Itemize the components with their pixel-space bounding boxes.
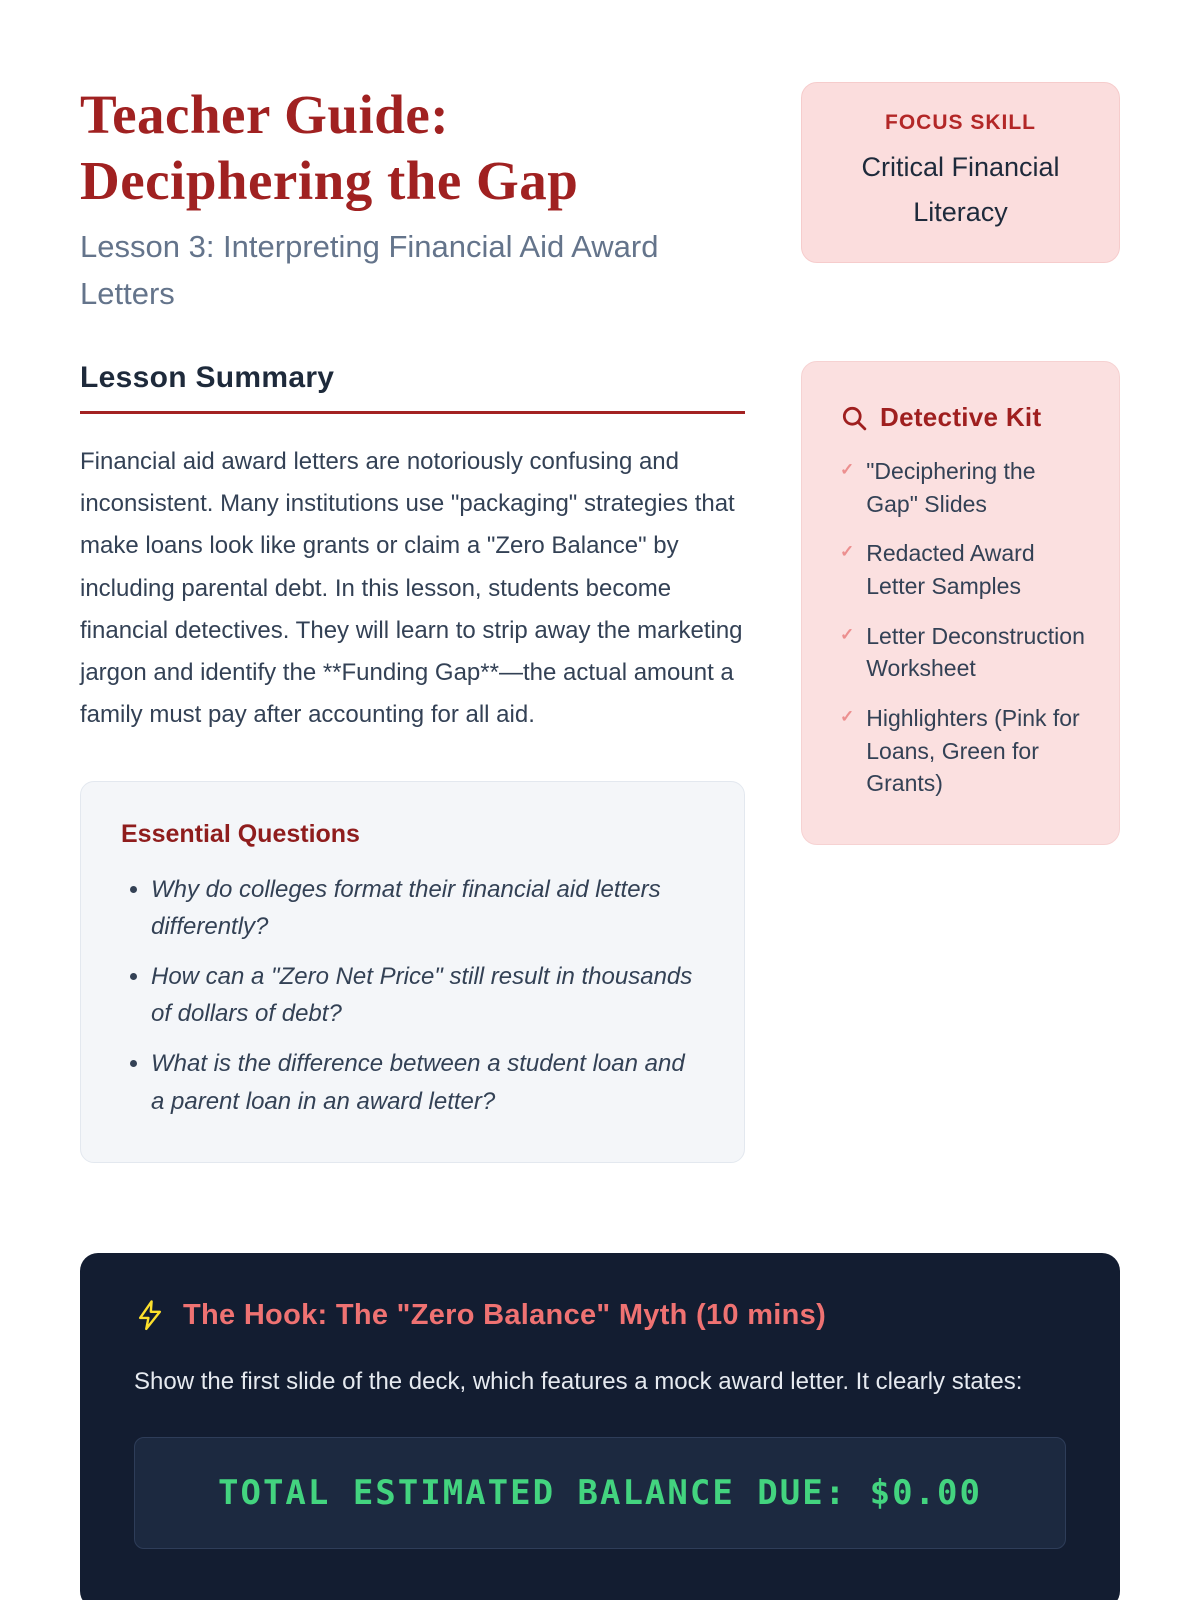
detective-kit-card <box>801 361 1120 845</box>
essential-questions-list <box>121 871 704 1120</box>
page-subtitle: Lesson 3: Interpreting Financial Aid Award Letters <box>80 229 659 311</box>
header <box>80 82 1120 317</box>
check-icon: ✓ <box>840 460 855 479</box>
check-icon: ✓ <box>840 706 855 726</box>
kit-item <box>840 702 1091 800</box>
kit-item-label: Redacted Award Letter Samples <box>866 540 1035 599</box>
essential-question-item: • How can a "Zero Net Price" still result in thousands of dollars of debt? <box>151 958 704 1032</box>
check-icon: ✓ <box>840 542 855 562</box>
code-block <box>134 1437 1066 1549</box>
magnifier-icon <box>840 404 868 432</box>
hook-body: Show the first slide of the deck, which features a mock award letter. It clearly states: <box>134 1367 1023 1395</box>
lightning-icon <box>134 1299 166 1331</box>
kit-item <box>840 537 1091 602</box>
detective-kit-heading: Detective Kit <box>880 402 1042 432</box>
focus-skill-value: Critical Financial Literacy <box>861 152 1060 227</box>
kit-item-label: Highlighters (Pink for Loans, Green for Grants) <box>866 704 1080 797</box>
hook-card <box>80 1253 1120 1600</box>
code-text: TOTAL ESTIMATED BALANCE DUE: $0.00 <box>218 1472 982 1513</box>
essential-question-item: • Why do colleges format their financial aid letters differently? <box>151 871 704 945</box>
essential-questions-card <box>80 781 745 1163</box>
kit-item <box>840 455 1091 520</box>
hook-header <box>134 1299 1066 1332</box>
lesson-summary-heading: Lesson Summary <box>80 361 745 414</box>
kit-item-label: "Deciphering the Gap" Slides <box>866 458 1036 517</box>
lesson-summary-body: Financial aid award letters are notoriously confusing and inconsistent. Many institutions use "packaging" strategies that make loans look like grants or claim a "Zero Balance" by including parental debt. In this lesson, students become financial detectives. They will learn to strip away the marketing jargon and identify the **Funding Gap**—the actual amount a family must pay after accounting for all aid. <box>80 448 743 729</box>
header-text <box>80 82 745 317</box>
main-column <box>80 361 745 1163</box>
kit-item <box>840 620 1091 685</box>
essential-questions-heading: Essential Questions <box>121 819 360 848</box>
detective-kit-list <box>840 455 1091 800</box>
hook-heading: The Hook: The "Zero Balance" Myth (10 mins) <box>183 1298 827 1331</box>
focus-skill-label: FOCUS SKILL <box>885 111 1036 134</box>
check-icon: ✓ <box>840 624 855 644</box>
essential-question-item: • What is the difference between a student loan and a parent loan in an award letter? <box>151 1045 704 1119</box>
detective-kit-header <box>840 402 1091 433</box>
focus-skill-card <box>801 82 1120 263</box>
kit-item-label: Letter Deconstruction Worksheet <box>866 622 1085 682</box>
page <box>80 0 1120 1600</box>
page-title: Teacher Guide: Deciphering the Gap <box>80 84 579 211</box>
main-content <box>80 361 1120 1163</box>
